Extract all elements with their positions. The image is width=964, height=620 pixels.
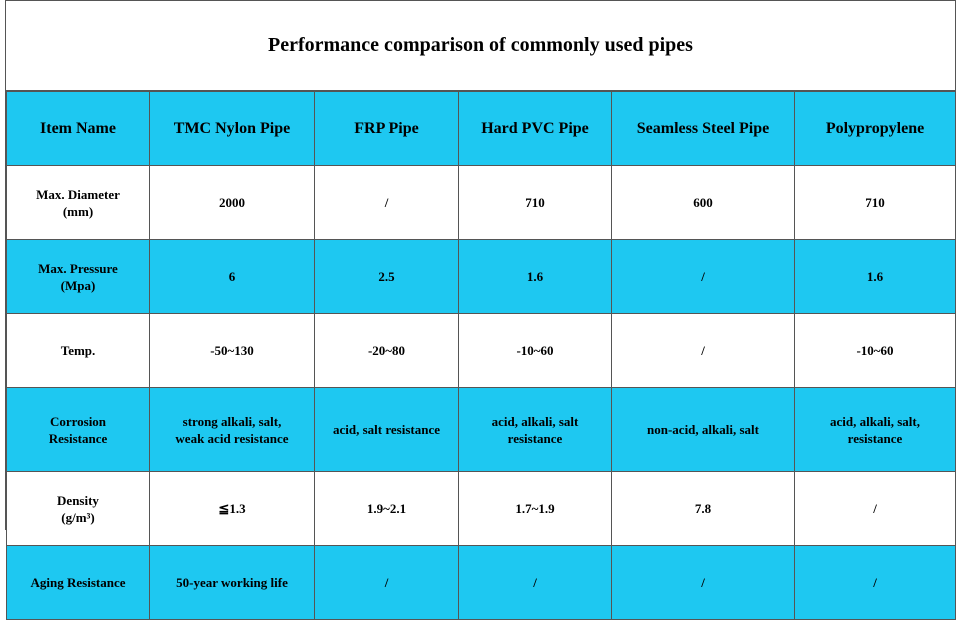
table-cell: -20~80 bbox=[315, 314, 459, 388]
table-cell: 600 bbox=[612, 166, 795, 240]
table-cell: -10~60 bbox=[795, 314, 956, 388]
table-cell: acid, alkali, salt resistance bbox=[459, 388, 612, 472]
table-cell: 1.6 bbox=[795, 240, 956, 314]
table-cell: non-acid, alkali, salt bbox=[612, 388, 795, 472]
table-cell: 7.8 bbox=[612, 472, 795, 546]
header-polypropylene: Polypropylene bbox=[795, 92, 956, 166]
table-row bbox=[7, 472, 956, 546]
table-cell: 1.7~1.9 bbox=[459, 472, 612, 546]
header-hard-pvc-pipe: Hard PVC Pipe bbox=[459, 92, 612, 166]
table-cell: / bbox=[459, 546, 612, 620]
row-label: Density (g/m³) bbox=[7, 472, 150, 546]
table-header-row bbox=[7, 92, 956, 166]
table-row bbox=[7, 388, 956, 472]
table-cell: 710 bbox=[459, 166, 612, 240]
table-row bbox=[7, 546, 956, 620]
table-cell: / bbox=[795, 546, 956, 620]
table-cell: 710 bbox=[795, 166, 956, 240]
table-cell: -50~130 bbox=[150, 314, 315, 388]
row-label: Max. Diameter (mm) bbox=[7, 166, 150, 240]
table-cell: / bbox=[612, 314, 795, 388]
table-cell: ≦1.3 bbox=[150, 472, 315, 546]
header-seamless-steel-pipe: Seamless Steel Pipe bbox=[612, 92, 795, 166]
table-cell: / bbox=[315, 166, 459, 240]
table-cell: 50-year working life bbox=[150, 546, 315, 620]
table-cell: / bbox=[612, 240, 795, 314]
table-cell: / bbox=[795, 472, 956, 546]
comparison-table bbox=[6, 91, 956, 620]
table-cell: -10~60 bbox=[459, 314, 612, 388]
row-label: Max. Pressure (Mpa) bbox=[7, 240, 150, 314]
table-row bbox=[7, 240, 956, 314]
row-label: Temp. bbox=[7, 314, 150, 388]
table-cell: 2.5 bbox=[315, 240, 459, 314]
table-row bbox=[7, 314, 956, 388]
page-title: Performance comparison of commonly used pipes bbox=[6, 1, 955, 91]
table-cell: 6 bbox=[150, 240, 315, 314]
header-frp-pipe: FRP Pipe bbox=[315, 92, 459, 166]
header-tmc-nylon-pipe: TMC Nylon Pipe bbox=[150, 92, 315, 166]
row-label: Corrosion Resistance bbox=[7, 388, 150, 472]
table-cell: / bbox=[315, 546, 459, 620]
comparison-panel bbox=[5, 0, 956, 590]
table-row bbox=[7, 166, 956, 240]
table-cell: 1.9~2.1 bbox=[315, 472, 459, 546]
table-cell: acid, alkali, salt, resistance bbox=[795, 388, 956, 472]
table-cell: / bbox=[612, 546, 795, 620]
table-cell: 1.6 bbox=[459, 240, 612, 314]
table-cell: strong alkali, salt, weak acid resistance bbox=[150, 388, 315, 472]
table-cell: acid, salt resistance bbox=[315, 388, 459, 472]
table-cell: 2000 bbox=[150, 166, 315, 240]
row-label: Aging Resistance bbox=[7, 546, 150, 620]
header-item-name: Item Name bbox=[7, 92, 150, 166]
